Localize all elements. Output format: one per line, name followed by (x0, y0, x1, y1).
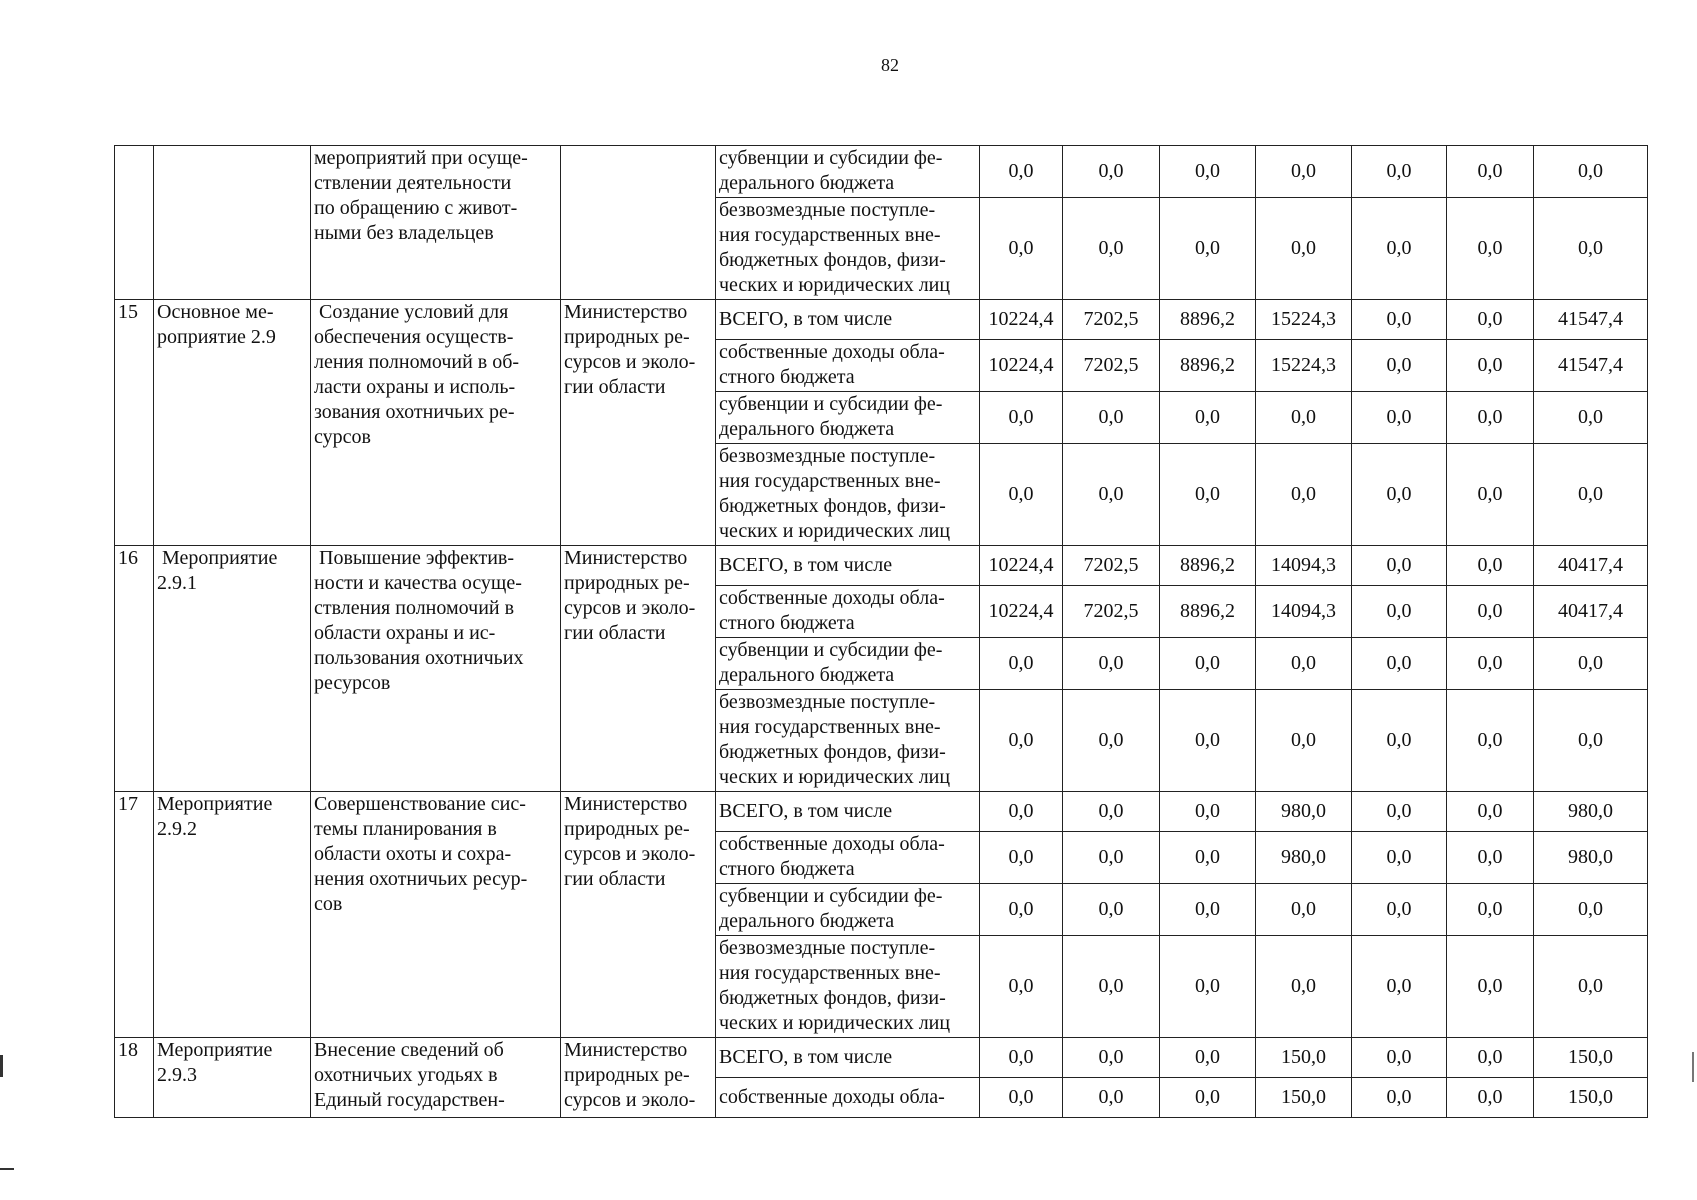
amount-cell: 8896,2 (1160, 546, 1256, 586)
amount-cell: 15224,3 (1256, 340, 1352, 392)
amount-cell: 7202,5 (1063, 546, 1160, 586)
measure-status: Мероприятие 2.9.3 (154, 1038, 311, 1118)
table-row (115, 146, 1648, 198)
amount-cell: 0,0 (1256, 884, 1352, 936)
amount-cell: 7202,5 (1063, 340, 1160, 392)
measure-status (154, 146, 311, 300)
amount-cell: 0,0 (980, 690, 1063, 792)
amount-cell: 0,0 (1534, 936, 1648, 1038)
amount-cell: 0,0 (1063, 146, 1160, 198)
amount-cell: 0,0 (1352, 792, 1447, 832)
table-row (115, 546, 1648, 586)
amount-cell: 0,0 (1447, 300, 1534, 340)
measure-name: Совершенствование сис- темы планирования в области охоты и сохра- нения охотничьих ресур- сов (311, 792, 561, 1038)
amount-cell: 0,0 (1447, 690, 1534, 792)
amount-cell: 0,0 (1160, 690, 1256, 792)
amount-cell: 0,0 (1256, 690, 1352, 792)
amount-cell: 0,0 (1447, 392, 1534, 444)
funding-source: собственные доходы обла- стного бюджета (716, 586, 980, 638)
executor: Министерство природных ре- сурсов и эколо- гии области (561, 300, 716, 546)
measure-status: Основное ме- роприятие 2.9 (154, 300, 311, 546)
amount-cell: 41547,4 (1534, 300, 1648, 340)
amount-cell: 10224,4 (980, 300, 1063, 340)
amount-cell: 10224,4 (980, 586, 1063, 638)
amount-cell: 0,0 (1063, 792, 1160, 832)
row-number (115, 146, 154, 300)
amount-cell: 7202,5 (1063, 300, 1160, 340)
amount-cell: 980,0 (1534, 832, 1648, 884)
amount-cell: 980,0 (1534, 792, 1648, 832)
amount-cell: 15224,3 (1256, 300, 1352, 340)
amount-cell: 0,0 (980, 832, 1063, 884)
amount-cell: 0,0 (1256, 936, 1352, 1038)
table-row (115, 792, 1648, 832)
amount-cell: 0,0 (1447, 1078, 1534, 1118)
funding-source: субвенции и субсидии фе- дерального бюджета (716, 884, 980, 936)
amount-cell: 8896,2 (1160, 340, 1256, 392)
amount-cell: 8896,2 (1160, 300, 1256, 340)
row-number: 18 (115, 1038, 154, 1118)
amount-cell: 0,0 (1160, 1038, 1256, 1078)
amount-cell: 40417,4 (1534, 586, 1648, 638)
amount-cell: 0,0 (980, 1078, 1063, 1118)
amount-cell: 0,0 (1063, 1038, 1160, 1078)
amount-cell: 0,0 (980, 198, 1063, 300)
amount-cell: 0,0 (1352, 300, 1447, 340)
funding-source: субвенции и субсидии фе- дерального бюджета (716, 146, 980, 198)
amount-cell: 0,0 (1447, 884, 1534, 936)
measure-name: мероприятий при осуще- ствлении деятельности по обращению с живот- ными без владельцев (311, 146, 561, 300)
amount-cell: 0,0 (1160, 392, 1256, 444)
budget-table (114, 145, 1648, 1118)
funding-source: собственные доходы обла- стного бюджета (716, 340, 980, 392)
amount-cell: 0,0 (1352, 146, 1447, 198)
row-number: 16 (115, 546, 154, 792)
amount-cell: 0,0 (1534, 392, 1648, 444)
amount-cell: 0,0 (1160, 792, 1256, 832)
amount-cell: 7202,5 (1063, 586, 1160, 638)
executor: Министерство природных ре- сурсов и эколо- гии области (561, 792, 716, 1038)
amount-cell: 0,0 (1160, 444, 1256, 546)
funding-source: ВСЕГО, в том числе (716, 300, 980, 340)
amount-cell: 0,0 (1063, 690, 1160, 792)
amount-cell: 0,0 (1534, 198, 1648, 300)
scan-edge-mark (0, 1055, 3, 1077)
amount-cell: 0,0 (980, 936, 1063, 1038)
amount-cell: 0,0 (1160, 638, 1256, 690)
funding-source: безвозмездные поступле- ния государственных вне- бюджетных фондов, физи- ческих и юридических лиц (716, 198, 980, 300)
amount-cell: 0,0 (1160, 936, 1256, 1038)
amount-cell: 41547,4 (1534, 340, 1648, 392)
amount-cell: 0,0 (1256, 198, 1352, 300)
amount-cell: 0,0 (1447, 586, 1534, 638)
amount-cell: 0,0 (1063, 198, 1160, 300)
funding-source: собственные доходы обла- (716, 1078, 980, 1118)
amount-cell: 0,0 (1063, 832, 1160, 884)
amount-cell: 0,0 (1352, 832, 1447, 884)
funding-source: безвозмездные поступле- ния государственных вне- бюджетных фондов, физи- ческих и юридических лиц (716, 690, 980, 792)
funding-source: собственные доходы обла- стного бюджета (716, 832, 980, 884)
amount-cell: 0,0 (1447, 936, 1534, 1038)
amount-cell: 0,0 (980, 792, 1063, 832)
amount-cell: 0,0 (1447, 444, 1534, 546)
executor: Министерство природных ре- сурсов и эколо- (561, 1038, 716, 1118)
row-number: 17 (115, 792, 154, 1038)
amount-cell: 0,0 (1534, 638, 1648, 690)
amount-cell: 40417,4 (1534, 546, 1648, 586)
measure-status: Мероприятие 2.9.2 (154, 792, 311, 1038)
funding-source: ВСЕГО, в том числе (716, 1038, 980, 1078)
amount-cell: 150,0 (1256, 1078, 1352, 1118)
measure-status: Мероприятие 2.9.1 (154, 546, 311, 792)
amount-cell: 0,0 (1160, 1078, 1256, 1118)
amount-cell: 0,0 (1256, 444, 1352, 546)
amount-cell: 0,0 (1063, 392, 1160, 444)
amount-cell: 980,0 (1256, 832, 1352, 884)
table-row (115, 300, 1648, 340)
amount-cell: 0,0 (1063, 936, 1160, 1038)
amount-cell: 8896,2 (1160, 586, 1256, 638)
funding-source: ВСЕГО, в том числе (716, 792, 980, 832)
amount-cell: 0,0 (980, 392, 1063, 444)
amount-cell: 0,0 (1160, 832, 1256, 884)
amount-cell: 0,0 (980, 1038, 1063, 1078)
amount-cell: 0,0 (980, 146, 1063, 198)
executor: Министерство природных ре- сурсов и эколо- гии области (561, 546, 716, 792)
amount-cell: 0,0 (1063, 1078, 1160, 1118)
scan-edge-mark (0, 1168, 14, 1170)
amount-cell: 0,0 (1352, 198, 1447, 300)
funding-source: безвозмездные поступле- ния государственных вне- бюджетных фондов, физи- ческих и юридических лиц (716, 444, 980, 546)
amount-cell: 0,0 (1352, 392, 1447, 444)
amount-cell: 0,0 (1160, 884, 1256, 936)
amount-cell: 0,0 (1534, 444, 1648, 546)
executor (561, 146, 716, 300)
amount-cell: 0,0 (1447, 546, 1534, 586)
amount-cell: 0,0 (1447, 638, 1534, 690)
amount-cell: 0,0 (1352, 586, 1447, 638)
amount-cell: 0,0 (1352, 690, 1447, 792)
amount-cell: 0,0 (1352, 340, 1447, 392)
amount-cell: 0,0 (1534, 884, 1648, 936)
amount-cell: 0,0 (1352, 936, 1447, 1038)
amount-cell: 0,0 (980, 444, 1063, 546)
amount-cell: 150,0 (1256, 1038, 1352, 1078)
amount-cell: 150,0 (1534, 1038, 1648, 1078)
funding-source: ВСЕГО, в том числе (716, 546, 980, 586)
amount-cell: 0,0 (1063, 444, 1160, 546)
table-row (115, 1038, 1648, 1078)
amount-cell: 14094,3 (1256, 546, 1352, 586)
measure-name: Внесение сведений об охотничьих угодьях в Единый государствен- (311, 1038, 561, 1118)
amount-cell: 0,0 (1256, 638, 1352, 690)
amount-cell: 0,0 (1352, 1038, 1447, 1078)
amount-cell: 0,0 (1352, 546, 1447, 586)
amount-cell: 0,0 (1447, 340, 1534, 392)
amount-cell: 0,0 (1256, 392, 1352, 444)
amount-cell: 0,0 (1063, 638, 1160, 690)
amount-cell: 0,0 (1352, 1078, 1447, 1118)
amount-cell: 0,0 (1352, 884, 1447, 936)
amount-cell: 0,0 (1447, 198, 1534, 300)
funding-source: безвозмездные поступле- ния государственных вне- бюджетных фондов, физи- ческих и юридических лиц (716, 936, 980, 1038)
scan-edge-mark (1692, 1052, 1694, 1082)
amount-cell: 0,0 (1160, 198, 1256, 300)
amount-cell: 14094,3 (1256, 586, 1352, 638)
measure-name: Повышение эффектив- ности и качества осуще- ствления полномочий в области охраны и ис- пользования охотничьих ресурсов (311, 546, 561, 792)
amount-cell: 0,0 (1534, 146, 1648, 198)
amount-cell: 0,0 (1447, 146, 1534, 198)
amount-cell: 0,0 (1447, 792, 1534, 832)
amount-cell: 0,0 (1352, 638, 1447, 690)
amount-cell: 10224,4 (980, 546, 1063, 586)
amount-cell: 0,0 (1063, 884, 1160, 936)
funding-source: субвенции и субсидии фе- дерального бюджета (716, 392, 980, 444)
funding-source: субвенции и субсидии фе- дерального бюджета (716, 638, 980, 690)
amount-cell: 0,0 (1160, 146, 1256, 198)
amount-cell: 0,0 (1447, 832, 1534, 884)
amount-cell: 0,0 (980, 884, 1063, 936)
amount-cell: 0,0 (1352, 444, 1447, 546)
amount-cell: 150,0 (1534, 1078, 1648, 1118)
measure-name: Создание условий для обеспечения осуществ- ления полномочий в об- ласти охраны и исполь- зования охотничьих ре- сурсов (311, 300, 561, 546)
amount-cell: 10224,4 (980, 340, 1063, 392)
row-number: 15 (115, 300, 154, 546)
amount-cell: 0,0 (1447, 1038, 1534, 1078)
amount-cell: 0,0 (980, 638, 1063, 690)
amount-cell: 0,0 (1256, 146, 1352, 198)
amount-cell: 980,0 (1256, 792, 1352, 832)
page-number: 82 (881, 55, 899, 75)
amount-cell: 0,0 (1534, 690, 1648, 792)
